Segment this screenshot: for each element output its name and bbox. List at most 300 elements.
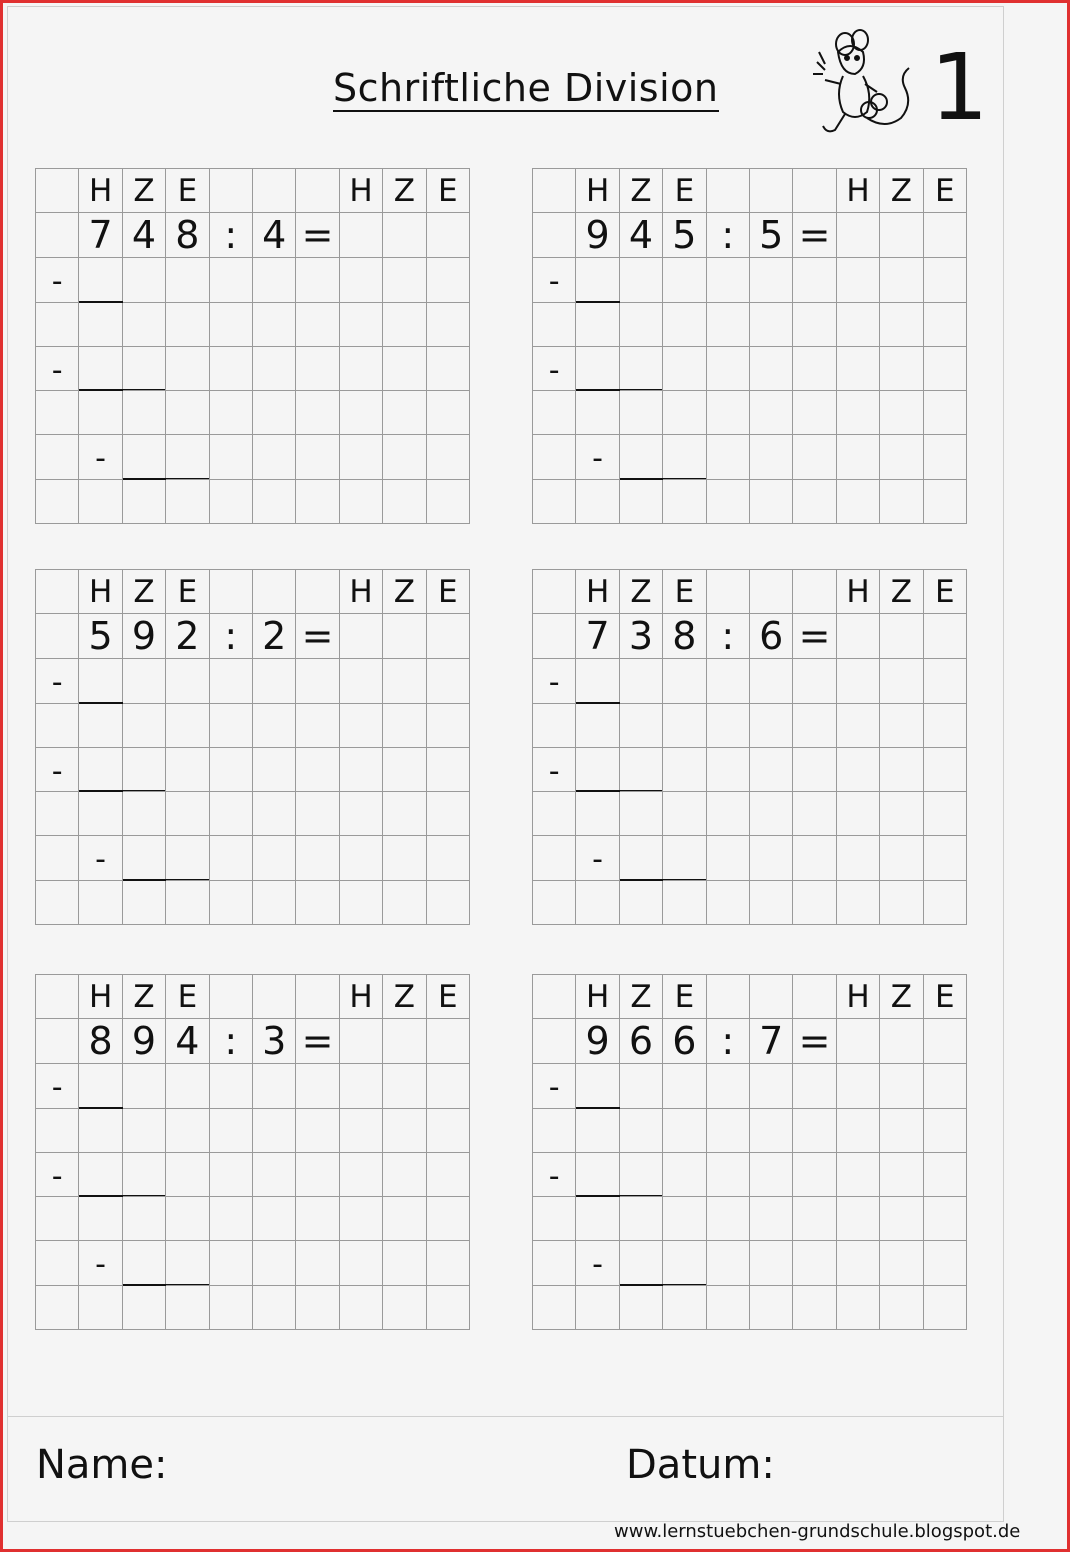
grid-cell[interactable] [210, 480, 253, 524]
grid-cell[interactable] [253, 1286, 296, 1330]
grid-cell[interactable] [924, 792, 967, 836]
grid-cell[interactable] [210, 792, 253, 836]
grid-cell[interactable] [620, 1109, 663, 1153]
grid-cell[interactable] [427, 213, 470, 258]
grid-cell[interactable] [793, 1197, 836, 1241]
grid-cell[interactable] [36, 836, 79, 880]
grid-cell[interactable] [924, 213, 967, 258]
grid-cell[interactable] [837, 836, 880, 880]
grid-cell[interactable] [707, 792, 750, 836]
grid-cell[interactable] [620, 748, 663, 792]
grid-cell[interactable] [576, 704, 619, 748]
grid-cell[interactable] [750, 659, 793, 703]
grid-cell[interactable] [296, 1241, 339, 1285]
grid-cell[interactable] [340, 391, 383, 435]
grid-cell[interactable] [750, 570, 793, 614]
grid-cell[interactable] [837, 1019, 880, 1064]
grid-cell[interactable] [383, 303, 426, 347]
grid-cell[interactable] [924, 1241, 967, 1285]
grid-cell[interactable] [793, 659, 836, 703]
grid-cell[interactable] [837, 347, 880, 391]
grid-cell[interactable] [36, 704, 79, 748]
grid-cell[interactable] [750, 303, 793, 347]
grid-cell[interactable] [210, 1064, 253, 1108]
grid-cell[interactable] [880, 704, 923, 748]
grid-cell[interactable] [924, 1153, 967, 1197]
grid-cell[interactable] [533, 169, 576, 213]
grid-cell[interactable] [340, 258, 383, 302]
grid-cell[interactable] [924, 480, 967, 524]
grid-cell[interactable] [880, 480, 923, 524]
grid-cell[interactable] [837, 480, 880, 524]
grid-cell[interactable] [166, 836, 209, 880]
grid-cell[interactable] [166, 1197, 209, 1241]
grid-cell[interactable] [750, 1109, 793, 1153]
grid-cell[interactable] [296, 881, 339, 925]
grid-cell[interactable] [924, 836, 967, 880]
grid-cell[interactable] [296, 792, 339, 836]
grid-cell[interactable] [576, 659, 619, 703]
grid-cell[interactable] [750, 792, 793, 836]
grid-cell[interactable] [210, 881, 253, 925]
grid-cell[interactable] [210, 1153, 253, 1197]
grid-cell[interactable] [793, 748, 836, 792]
grid-cell[interactable] [576, 303, 619, 347]
grid-cell[interactable] [707, 391, 750, 435]
grid-cell[interactable] [210, 1197, 253, 1241]
grid-cell[interactable] [533, 704, 576, 748]
grid-cell[interactable] [793, 347, 836, 391]
grid-cell[interactable] [296, 303, 339, 347]
grid-cell[interactable] [296, 347, 339, 391]
grid-cell[interactable] [383, 1286, 426, 1330]
grid-cell[interactable] [79, 480, 122, 524]
grid-cell[interactable] [533, 1019, 576, 1064]
grid-cell[interactable] [837, 391, 880, 435]
grid-cell[interactable] [620, 881, 663, 925]
grid-cell[interactable] [383, 1197, 426, 1241]
grid-cell[interactable] [620, 1241, 663, 1285]
grid-cell[interactable] [750, 391, 793, 435]
grid-cell[interactable] [340, 435, 383, 479]
grid-cell[interactable] [533, 303, 576, 347]
grid-cell[interactable] [707, 704, 750, 748]
grid-cell[interactable] [576, 792, 619, 836]
grid-cell[interactable] [36, 614, 79, 659]
grid-cell[interactable] [427, 836, 470, 880]
grid-cell[interactable] [123, 748, 166, 792]
grid-cell[interactable] [793, 792, 836, 836]
grid-cell[interactable] [793, 704, 836, 748]
grid-cell[interactable] [427, 347, 470, 391]
grid-cell[interactable] [924, 1019, 967, 1064]
grid-cell[interactable] [576, 748, 619, 792]
grid-cell[interactable] [166, 435, 209, 479]
grid-cell[interactable] [253, 1197, 296, 1241]
grid-cell[interactable] [79, 1109, 122, 1153]
grid-cell[interactable] [576, 1197, 619, 1241]
grid-cell[interactable] [750, 258, 793, 302]
grid-cell[interactable] [924, 614, 967, 659]
grid-cell[interactable] [707, 1064, 750, 1108]
grid-cell[interactable] [79, 1197, 122, 1241]
grid-cell[interactable] [837, 881, 880, 925]
grid-cell[interactable] [924, 704, 967, 748]
grid-cell[interactable] [79, 347, 122, 391]
grid-cell[interactable] [663, 748, 706, 792]
grid-cell[interactable] [253, 836, 296, 880]
grid-cell[interactable] [79, 881, 122, 925]
grid-cell[interactable] [837, 1197, 880, 1241]
grid-cell[interactable] [36, 391, 79, 435]
grid-cell[interactable] [924, 1109, 967, 1153]
grid-cell[interactable] [707, 1153, 750, 1197]
grid-cell[interactable] [837, 435, 880, 479]
grid-cell[interactable] [880, 303, 923, 347]
grid-cell[interactable] [427, 881, 470, 925]
grid-cell[interactable] [427, 1241, 470, 1285]
grid-cell[interactable] [837, 1241, 880, 1285]
grid-cell[interactable] [663, 704, 706, 748]
grid-cell[interactable] [253, 258, 296, 302]
grid-cell[interactable] [36, 1109, 79, 1153]
grid-cell[interactable] [750, 435, 793, 479]
grid-cell[interactable] [924, 258, 967, 302]
grid-cell[interactable] [166, 1109, 209, 1153]
grid-cell[interactable] [340, 704, 383, 748]
grid-cell[interactable] [663, 1197, 706, 1241]
grid-cell[interactable] [340, 836, 383, 880]
grid-cell[interactable] [383, 1109, 426, 1153]
grid-cell[interactable] [880, 836, 923, 880]
grid-cell[interactable] [924, 347, 967, 391]
grid-cell[interactable] [253, 1241, 296, 1285]
grid-cell[interactable] [340, 1241, 383, 1285]
grid-cell[interactable] [707, 748, 750, 792]
grid-cell[interactable] [793, 1286, 836, 1330]
grid-cell[interactable] [166, 704, 209, 748]
grid-cell[interactable] [793, 258, 836, 302]
grid-cell[interactable] [576, 881, 619, 925]
grid-cell[interactable] [123, 347, 166, 391]
grid-cell[interactable] [383, 1019, 426, 1064]
grid-cell[interactable] [924, 1064, 967, 1108]
grid-cell[interactable] [427, 303, 470, 347]
grid-cell[interactable] [383, 347, 426, 391]
grid-cell[interactable] [383, 704, 426, 748]
grid-cell[interactable] [880, 792, 923, 836]
grid-cell[interactable] [663, 1109, 706, 1153]
grid-cell[interactable] [533, 435, 576, 479]
grid-cell[interactable] [793, 1153, 836, 1197]
grid-cell[interactable] [663, 792, 706, 836]
grid-cell[interactable] [837, 748, 880, 792]
grid-cell[interactable] [166, 258, 209, 302]
grid-cell[interactable] [36, 1197, 79, 1241]
grid-cell[interactable] [750, 975, 793, 1019]
grid-cell[interactable] [707, 1197, 750, 1241]
grid-cell[interactable] [924, 1286, 967, 1330]
grid-cell[interactable] [253, 975, 296, 1019]
grid-cell[interactable] [750, 881, 793, 925]
grid-cell[interactable] [383, 213, 426, 258]
grid-cell[interactable] [210, 748, 253, 792]
grid-cell[interactable] [383, 881, 426, 925]
grid-cell[interactable] [427, 1064, 470, 1108]
grid-cell[interactable] [79, 1286, 122, 1330]
grid-cell[interactable] [793, 1064, 836, 1108]
grid-cell[interactable] [427, 1109, 470, 1153]
grid-cell[interactable] [576, 1109, 619, 1153]
grid-cell[interactable] [576, 391, 619, 435]
grid-cell[interactable] [79, 1064, 122, 1108]
grid-cell[interactable] [707, 480, 750, 524]
grid-cell[interactable] [123, 391, 166, 435]
grid-cell[interactable] [123, 1197, 166, 1241]
grid-cell[interactable] [707, 975, 750, 1019]
grid-cell[interactable] [340, 347, 383, 391]
grid-cell[interactable] [837, 792, 880, 836]
grid-cell[interactable] [880, 213, 923, 258]
grid-cell[interactable] [880, 1153, 923, 1197]
grid-cell[interactable] [253, 347, 296, 391]
grid-cell[interactable] [166, 881, 209, 925]
grid-cell[interactable] [253, 704, 296, 748]
grid-cell[interactable] [210, 1286, 253, 1330]
grid-cell[interactable] [427, 659, 470, 703]
grid-cell[interactable] [36, 303, 79, 347]
grid-cell[interactable] [79, 659, 122, 703]
grid-cell[interactable] [123, 480, 166, 524]
grid-cell[interactable] [340, 213, 383, 258]
grid-cell[interactable] [296, 1153, 339, 1197]
grid-cell[interactable] [210, 303, 253, 347]
grid-cell[interactable] [793, 169, 836, 213]
grid-cell[interactable] [793, 975, 836, 1019]
grid-cell[interactable] [880, 614, 923, 659]
grid-cell[interactable] [750, 836, 793, 880]
grid-cell[interactable] [383, 258, 426, 302]
grid-cell[interactable] [210, 258, 253, 302]
grid-cell[interactable] [707, 347, 750, 391]
grid-cell[interactable] [296, 1064, 339, 1108]
grid-cell[interactable] [924, 881, 967, 925]
grid-cell[interactable] [620, 1153, 663, 1197]
grid-cell[interactable] [880, 1019, 923, 1064]
grid-cell[interactable] [880, 1109, 923, 1153]
grid-cell[interactable] [750, 1286, 793, 1330]
grid-cell[interactable] [620, 258, 663, 302]
grid-cell[interactable] [663, 303, 706, 347]
grid-cell[interactable] [36, 169, 79, 213]
grid-cell[interactable] [427, 1197, 470, 1241]
grid-cell[interactable] [663, 347, 706, 391]
grid-cell[interactable] [383, 435, 426, 479]
grid-cell[interactable] [123, 1153, 166, 1197]
grid-cell[interactable] [663, 1153, 706, 1197]
grid-cell[interactable] [210, 1109, 253, 1153]
grid-cell[interactable] [253, 391, 296, 435]
grid-cell[interactable] [750, 1064, 793, 1108]
grid-cell[interactable] [707, 1109, 750, 1153]
grid-cell[interactable] [210, 704, 253, 748]
grid-cell[interactable] [296, 1109, 339, 1153]
grid-cell[interactable] [620, 792, 663, 836]
grid-cell[interactable] [620, 303, 663, 347]
grid-cell[interactable] [707, 435, 750, 479]
grid-cell[interactable] [620, 1286, 663, 1330]
grid-cell[interactable] [880, 748, 923, 792]
grid-cell[interactable] [620, 836, 663, 880]
grid-cell[interactable] [296, 391, 339, 435]
grid-cell[interactable] [707, 169, 750, 213]
grid-cell[interactable] [253, 659, 296, 703]
grid-cell[interactable] [383, 391, 426, 435]
grid-cell[interactable] [166, 1286, 209, 1330]
grid-cell[interactable] [166, 792, 209, 836]
grid-cell[interactable] [340, 1153, 383, 1197]
grid-cell[interactable] [166, 1241, 209, 1285]
grid-cell[interactable] [880, 391, 923, 435]
grid-cell[interactable] [533, 975, 576, 1019]
grid-cell[interactable] [533, 391, 576, 435]
grid-cell[interactable] [383, 480, 426, 524]
grid-cell[interactable] [750, 1197, 793, 1241]
grid-cell[interactable] [79, 258, 122, 302]
grid-cell[interactable] [79, 391, 122, 435]
grid-cell[interactable] [296, 659, 339, 703]
grid-cell[interactable] [210, 570, 253, 614]
grid-cell[interactable] [36, 213, 79, 258]
grid-cell[interactable] [663, 836, 706, 880]
grid-cell[interactable] [79, 748, 122, 792]
grid-cell[interactable] [36, 570, 79, 614]
grid-cell[interactable] [663, 1241, 706, 1285]
grid-cell[interactable] [533, 614, 576, 659]
grid-cell[interactable] [210, 169, 253, 213]
grid-cell[interactable] [837, 704, 880, 748]
grid-cell[interactable] [924, 435, 967, 479]
grid-cell[interactable] [793, 1109, 836, 1153]
grid-cell[interactable] [123, 836, 166, 880]
grid-cell[interactable] [663, 391, 706, 435]
grid-cell[interactable] [576, 480, 619, 524]
grid-cell[interactable] [576, 258, 619, 302]
grid-cell[interactable] [296, 836, 339, 880]
grid-cell[interactable] [166, 480, 209, 524]
grid-cell[interactable] [253, 570, 296, 614]
grid-cell[interactable] [663, 258, 706, 302]
grid-cell[interactable] [36, 975, 79, 1019]
grid-cell[interactable] [253, 480, 296, 524]
grid-cell[interactable] [750, 1241, 793, 1285]
grid-cell[interactable] [620, 435, 663, 479]
grid-cell[interactable] [166, 1153, 209, 1197]
grid-cell[interactable] [750, 480, 793, 524]
grid-cell[interactable] [707, 570, 750, 614]
grid-cell[interactable] [880, 258, 923, 302]
grid-cell[interactable] [166, 391, 209, 435]
grid-cell[interactable] [793, 435, 836, 479]
grid-cell[interactable] [296, 435, 339, 479]
grid-cell[interactable] [340, 303, 383, 347]
grid-cell[interactable] [36, 881, 79, 925]
grid-cell[interactable] [123, 1286, 166, 1330]
grid-cell[interactable] [123, 792, 166, 836]
grid-cell[interactable] [750, 704, 793, 748]
grid-cell[interactable] [837, 1109, 880, 1153]
grid-cell[interactable] [620, 704, 663, 748]
grid-cell[interactable] [663, 1286, 706, 1330]
grid-cell[interactable] [880, 881, 923, 925]
grid-cell[interactable] [924, 748, 967, 792]
grid-cell[interactable] [123, 1241, 166, 1285]
grid-cell[interactable] [123, 659, 166, 703]
grid-cell[interactable] [36, 1019, 79, 1064]
grid-cell[interactable] [253, 792, 296, 836]
grid-cell[interactable] [707, 258, 750, 302]
grid-cell[interactable] [533, 836, 576, 880]
grid-cell[interactable] [620, 1064, 663, 1108]
grid-cell[interactable] [533, 1241, 576, 1285]
grid-cell[interactable] [427, 1286, 470, 1330]
grid-cell[interactable] [663, 1064, 706, 1108]
grid-cell[interactable] [707, 303, 750, 347]
grid-cell[interactable] [707, 1286, 750, 1330]
grid-cell[interactable] [340, 1197, 383, 1241]
grid-cell[interactable] [837, 1153, 880, 1197]
grid-cell[interactable] [880, 1197, 923, 1241]
grid-cell[interactable] [924, 659, 967, 703]
grid-cell[interactable] [123, 881, 166, 925]
grid-cell[interactable] [340, 881, 383, 925]
grid-cell[interactable] [383, 614, 426, 659]
grid-cell[interactable] [340, 614, 383, 659]
grid-cell[interactable] [383, 1241, 426, 1285]
grid-cell[interactable] [123, 258, 166, 302]
grid-cell[interactable] [880, 659, 923, 703]
grid-cell[interactable] [620, 1197, 663, 1241]
grid-cell[interactable] [210, 391, 253, 435]
grid-cell[interactable] [123, 303, 166, 347]
grid-cell[interactable] [296, 975, 339, 1019]
grid-cell[interactable] [837, 213, 880, 258]
grid-cell[interactable] [793, 303, 836, 347]
grid-cell[interactable] [533, 1286, 576, 1330]
grid-cell[interactable] [79, 704, 122, 748]
grid-cell[interactable] [79, 303, 122, 347]
grid-cell[interactable] [880, 1241, 923, 1285]
grid-cell[interactable] [296, 1197, 339, 1241]
grid-cell[interactable] [793, 881, 836, 925]
grid-cell[interactable] [427, 1153, 470, 1197]
grid-cell[interactable] [210, 435, 253, 479]
grid-cell[interactable] [427, 748, 470, 792]
grid-cell[interactable] [707, 1241, 750, 1285]
grid-cell[interactable] [837, 303, 880, 347]
grid-cell[interactable] [166, 1064, 209, 1108]
grid-cell[interactable] [166, 748, 209, 792]
grid-cell[interactable] [383, 748, 426, 792]
grid-cell[interactable] [620, 391, 663, 435]
grid-cell[interactable] [837, 258, 880, 302]
grid-cell[interactable] [620, 480, 663, 524]
grid-cell[interactable] [340, 1019, 383, 1064]
grid-cell[interactable] [880, 435, 923, 479]
grid-cell[interactable] [620, 659, 663, 703]
grid-cell[interactable] [253, 169, 296, 213]
grid-cell[interactable] [924, 1197, 967, 1241]
